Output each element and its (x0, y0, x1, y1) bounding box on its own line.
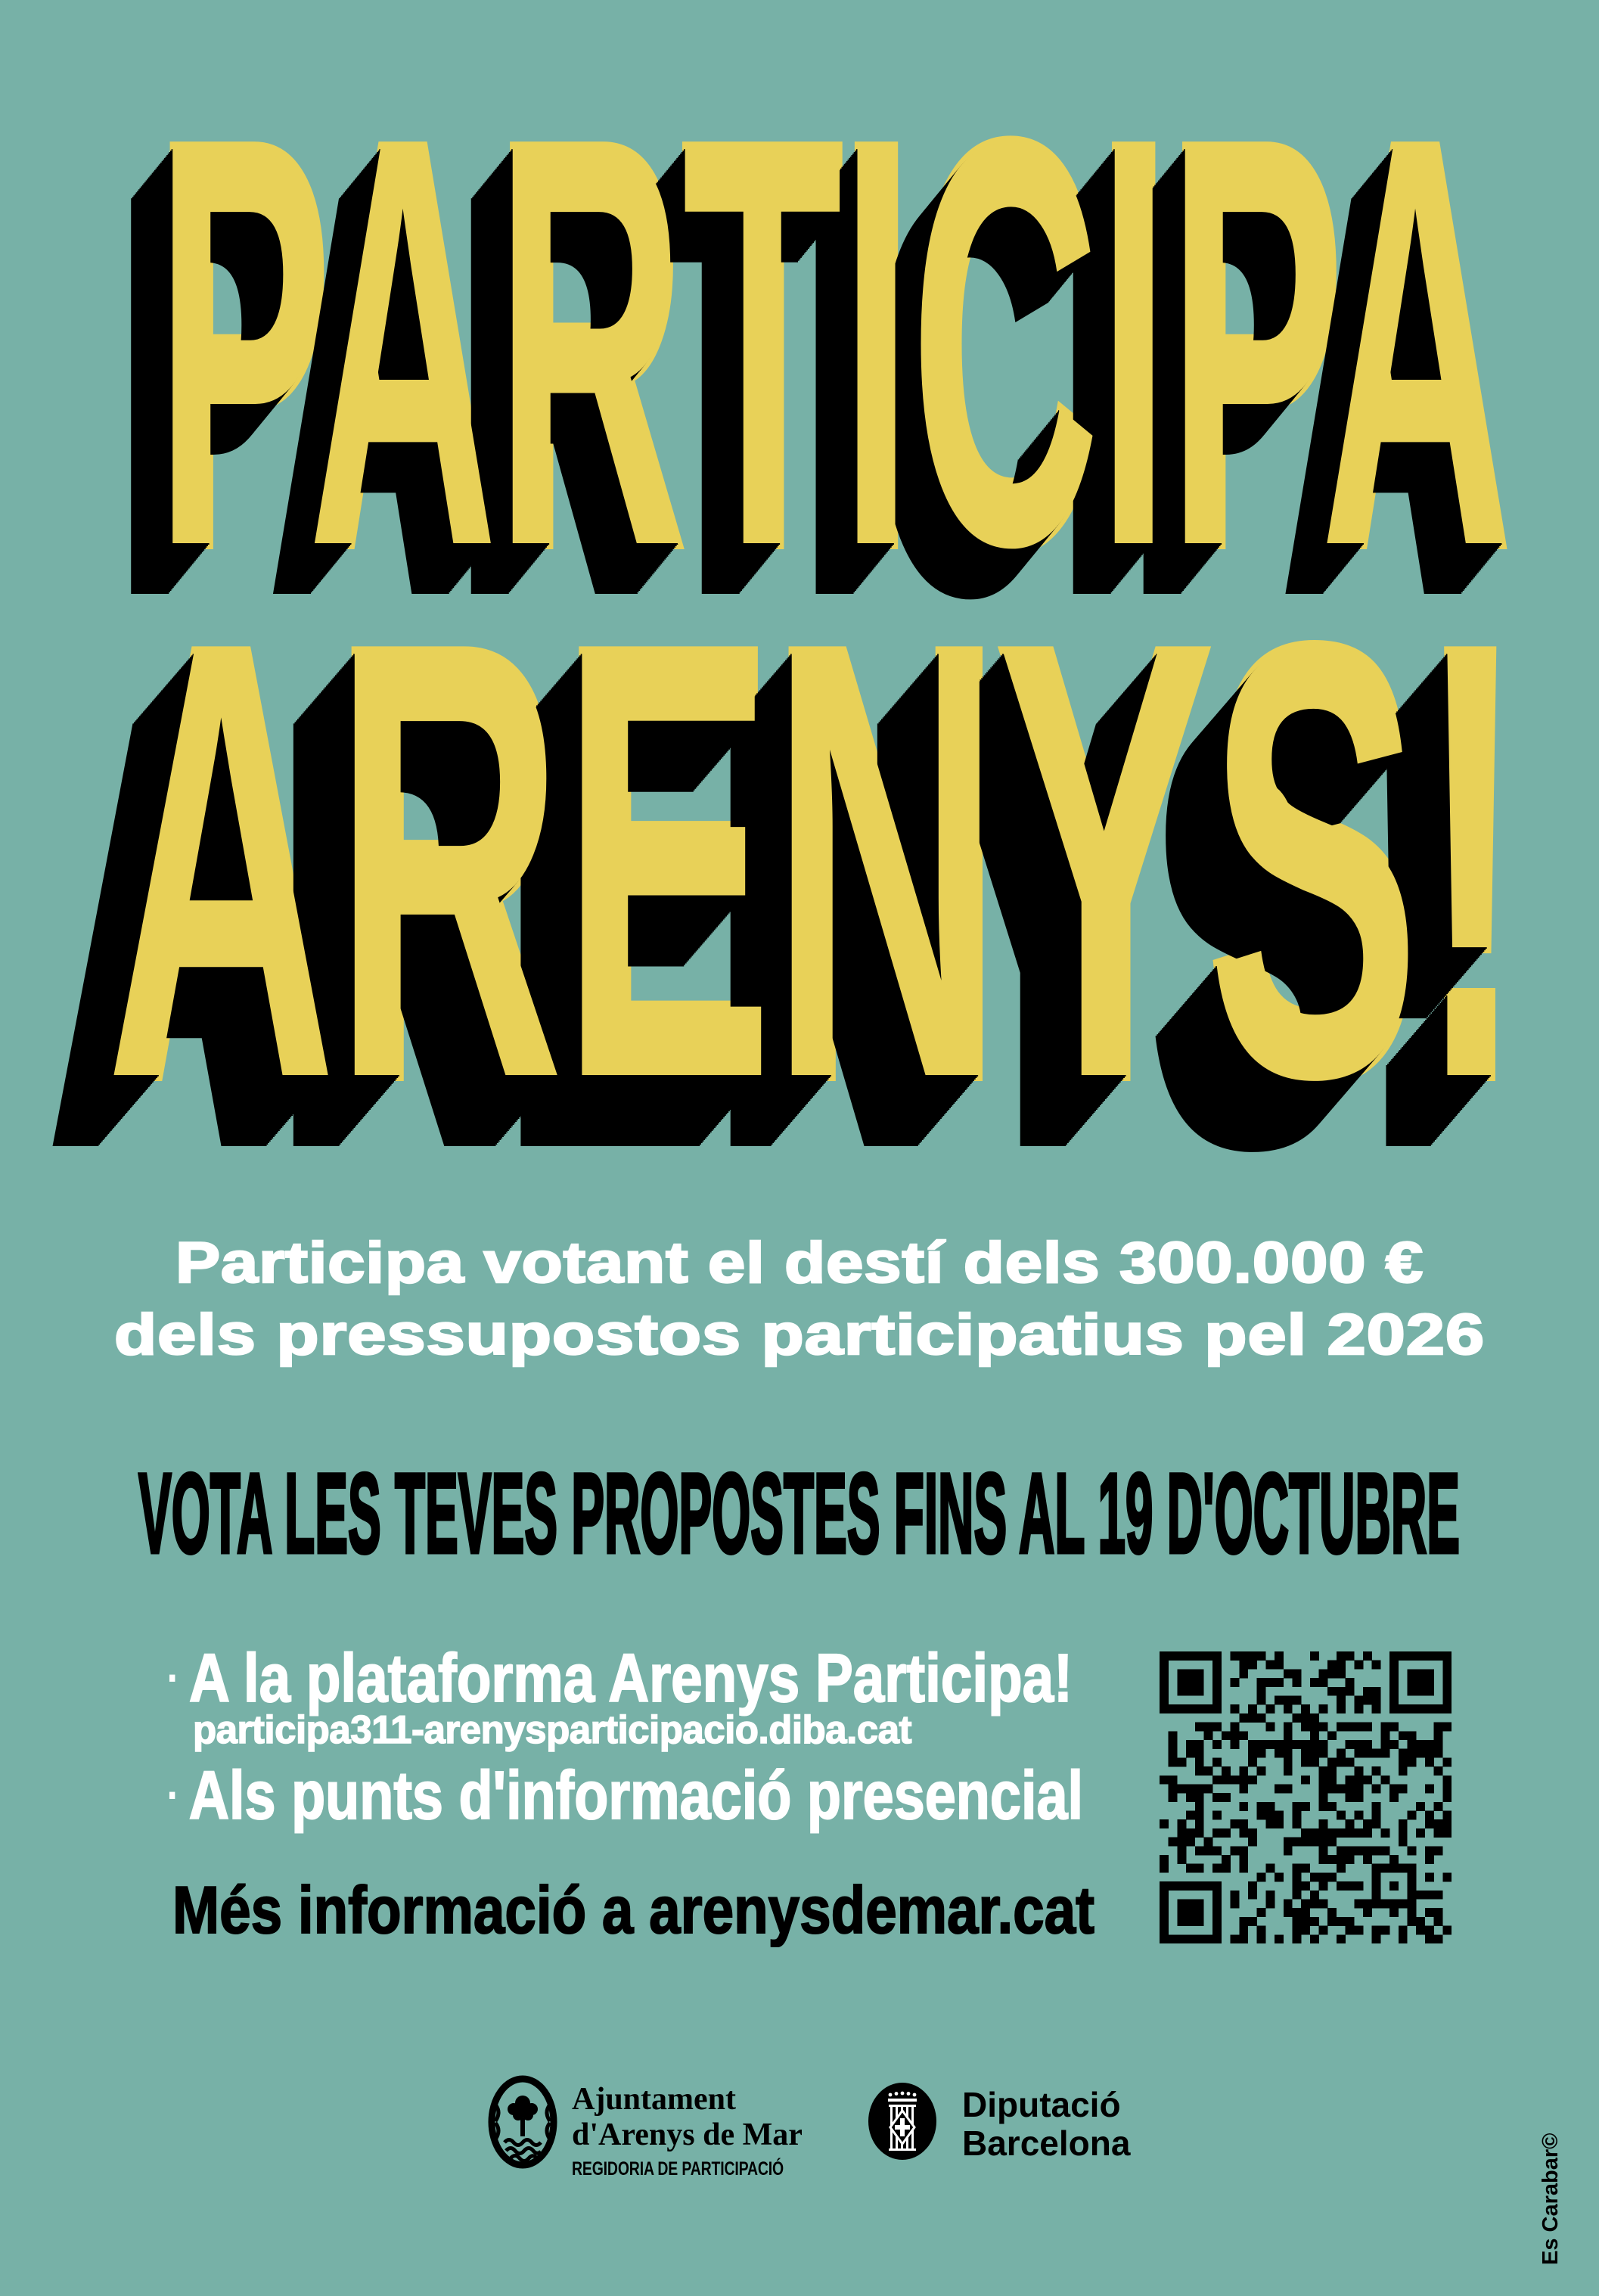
subtitle-line-1: Participa votant el destí dels 300.000 € (175, 1231, 1424, 1295)
credit-text: Es Carabar© (1538, 2133, 1563, 2265)
title-line-1: PARTICIPA (155, 23, 1507, 666)
diputacio-logo-icon (868, 2082, 937, 2161)
diputacio-logo-text (962, 2086, 1130, 2163)
bullet-marker: · (168, 1775, 179, 1817)
subtitle-row-2 (0, 1303, 1599, 1367)
qr-code (1160, 1651, 1452, 1943)
ajuntament-name-line2: d'Arenys de Mar (572, 2117, 803, 2152)
bullet-label: A la plataforma Arenys Participa! (189, 1641, 1073, 1717)
platform-url: participa311-arenysparticipacio.diba.cat (193, 1708, 911, 1752)
diputacio-line2: Barcelona (962, 2124, 1131, 2163)
ajuntament-logo-text (572, 2082, 844, 2179)
ajuntament-name-line1: Ajuntament (572, 2082, 736, 2117)
more-info-text: Més informació a arenysdemar.cat (172, 1872, 1094, 1947)
subtitle-row-1 (0, 1231, 1599, 1295)
ajuntament-seal-icon (488, 2074, 557, 2170)
title-line-2: ARENYS! (106, 520, 1520, 1206)
subtitle-line-2: dels pressupostos participatius pel 2026 (113, 1303, 1485, 1367)
bullet-marker: · (168, 1658, 179, 1700)
deadline-text: VOTA LES TEVES PROPOSTES FINS AL 19 D'OCTUBRE (138, 1449, 1460, 1577)
diputacio-line1: Diputació (962, 2085, 1121, 2124)
regidoria-label: REGIDORIA DE PARTICIPACIÓ (572, 2158, 784, 2179)
bullet-label: Als punts d'informació presencial (188, 1758, 1083, 1834)
bullet-item-presencial (168, 1758, 1083, 1834)
bullet-item-platform (168, 1641, 1073, 1717)
